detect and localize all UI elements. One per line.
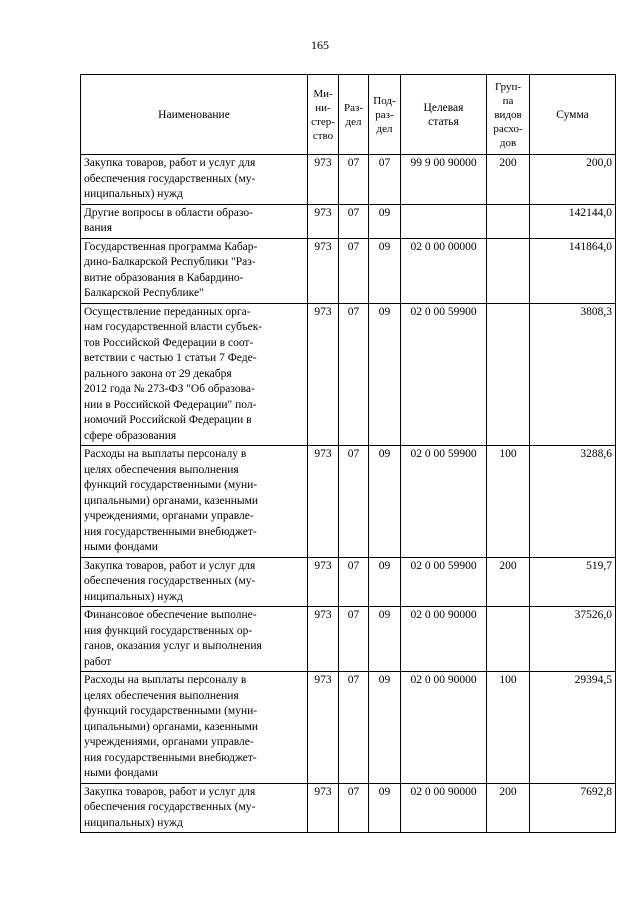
cell-section: 07 xyxy=(339,783,369,833)
table-header-row xyxy=(81,75,616,155)
cell-section: 07 xyxy=(339,607,369,672)
cell-group: 200 xyxy=(487,557,530,607)
cell-target: 02 0 00 90000 xyxy=(401,783,487,833)
cell-target: 02 0 00 59900 xyxy=(401,446,487,558)
cell-sum: 29394,5 xyxy=(530,672,616,784)
cell-sum: 200,0 xyxy=(530,155,616,205)
cell-section: 07 xyxy=(339,446,369,558)
cell-name: Закупка товаров, работ и услуг для обеспечения государственных (му- ниципальных) нужд xyxy=(81,783,308,833)
cell-target: 02 0 00 59900 xyxy=(401,303,487,446)
cell-ministry: 973 xyxy=(308,303,339,446)
cell-name: Закупка товаров, работ и услуг для обеспечения государственных (му- ниципальных) нужд xyxy=(81,155,308,205)
cell-ministry: 973 xyxy=(308,238,339,303)
cell-name: Расходы на выплаты персоналу в целях обеспечения выполнения функций государственными (муни- ципальными) органами, казенными учреждениями, органами управле- ния государственными внебюджет- ными фондами xyxy=(81,446,308,558)
cell-name: Осуществление переданных орга- нам государственной власти субъек- тов Российской Федерации в соот- ветствии с частью 1 статьи 7 Феде- рального закона от 29 декабря 2012 года № 273-ФЗ "Об образова- нии в Российской Федерации" пол- номочий Российской Федерации в сфере образования xyxy=(81,303,308,446)
cell-sum: 3808,3 xyxy=(530,303,616,446)
cell-subsection: 09 xyxy=(369,303,401,446)
cell-name: Закупка товаров, работ и услуг для обеспечения государственных (му- ниципальных) нужд xyxy=(81,557,308,607)
table-row xyxy=(81,155,616,205)
cell-subsection: 09 xyxy=(369,557,401,607)
cell-sum: 7692,8 xyxy=(530,783,616,833)
cell-name: Финансовое обеспечение выполне- ния функций государственных ор- ганов, оказания услуг и выполнения работ xyxy=(81,607,308,672)
cell-ministry: 973 xyxy=(308,446,339,558)
cell-ministry: 973 xyxy=(308,155,339,205)
cell-subsection: 09 xyxy=(369,204,401,238)
cell-name: Другие вопросы в области образо- вания xyxy=(81,204,308,238)
cell-section: 07 xyxy=(339,303,369,446)
cell-subsection: 09 xyxy=(369,446,401,558)
cell-group xyxy=(487,607,530,672)
table-row xyxy=(81,557,616,607)
cell-ministry: 973 xyxy=(308,204,339,238)
header-name: Наименование xyxy=(81,75,308,155)
cell-target: 99 9 00 90000 xyxy=(401,155,487,205)
cell-group: 100 xyxy=(487,672,530,784)
cell-ministry: 973 xyxy=(308,783,339,833)
cell-sum: 141864,0 xyxy=(530,238,616,303)
header-ministry: Ми- ни- стер- ство xyxy=(308,75,339,155)
header-target: Целевая статья xyxy=(401,75,487,155)
cell-subsection: 09 xyxy=(369,607,401,672)
cell-target: 02 0 00 00000 xyxy=(401,238,487,303)
table-row xyxy=(81,672,616,784)
cell-group xyxy=(487,238,530,303)
cell-group xyxy=(487,204,530,238)
cell-ministry: 973 xyxy=(308,607,339,672)
cell-subsection: 09 xyxy=(369,238,401,303)
page-number: 165 xyxy=(311,38,329,52)
cell-sum: 37526,0 xyxy=(530,607,616,672)
cell-target: 02 0 00 90000 xyxy=(401,607,487,672)
table-row xyxy=(81,607,616,672)
cell-sum: 519,7 xyxy=(530,557,616,607)
cell-subsection: 09 xyxy=(369,783,401,833)
cell-ministry: 973 xyxy=(308,557,339,607)
header-sum: Сумма xyxy=(530,75,616,155)
table-row xyxy=(81,238,616,303)
cell-subsection: 09 xyxy=(369,672,401,784)
table-row xyxy=(81,303,616,446)
table-row xyxy=(81,204,616,238)
cell-name: Расходы на выплаты персоналу в целях обеспечения выполнения функций государственными (муни- ципальными) органами, казенными учреждениями, органами управле- ния государственными внебюджет- ными фондами xyxy=(81,672,308,784)
cell-ministry: 973 xyxy=(308,672,339,784)
cell-group xyxy=(487,303,530,446)
cell-target: 02 0 00 90000 xyxy=(401,672,487,784)
cell-sum: 3288,6 xyxy=(530,446,616,558)
cell-section: 07 xyxy=(339,238,369,303)
cell-section: 07 xyxy=(339,557,369,607)
cell-section: 07 xyxy=(339,155,369,205)
cell-group: 200 xyxy=(487,155,530,205)
cell-name: Государственная программа Кабар- дино-Балкарской Республики "Раз- витие образования в Кабардино- Балкарской Республике" xyxy=(81,238,308,303)
cell-subsection: 07 xyxy=(369,155,401,205)
cell-target: 02 0 00 59900 xyxy=(401,557,487,607)
header-subsection: Под- раз- дел xyxy=(369,75,401,155)
cell-section: 07 xyxy=(339,672,369,784)
table-row xyxy=(81,783,616,833)
budget-table xyxy=(80,74,616,833)
cell-section: 07 xyxy=(339,204,369,238)
cell-group: 200 xyxy=(487,783,530,833)
cell-group: 100 xyxy=(487,446,530,558)
table-row xyxy=(81,446,616,558)
cell-target xyxy=(401,204,487,238)
header-group: Груп- па видов расхо- дов xyxy=(487,75,530,155)
header-section: Раз- дел xyxy=(339,75,369,155)
cell-sum: 142144,0 xyxy=(530,204,616,238)
